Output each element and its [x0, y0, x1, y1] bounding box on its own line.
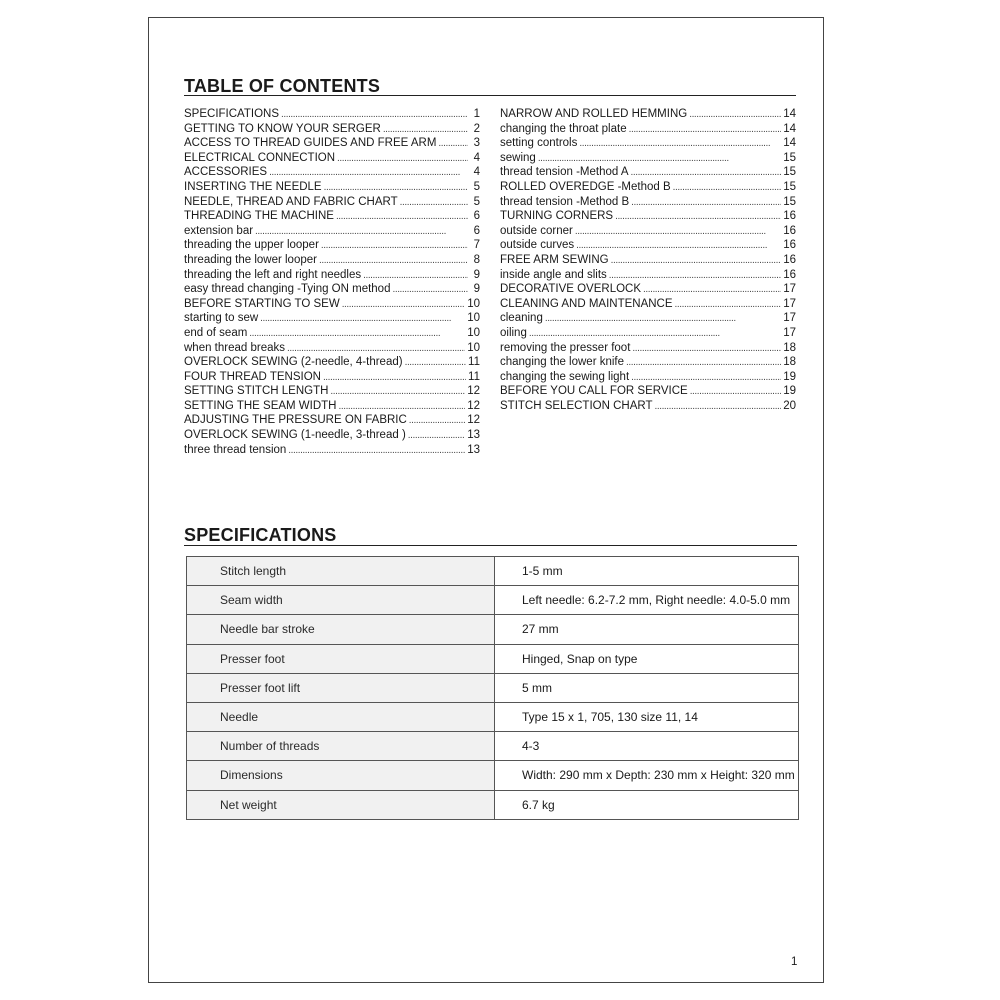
toc-entry — [184, 384, 480, 399]
specifications-heading-rule — [184, 545, 797, 546]
toc-dot-leader — [538, 151, 781, 167]
specifications-table — [186, 556, 799, 820]
toc-entry-page: 3 — [473, 137, 480, 150]
toc-entry-page: 16 — [783, 224, 796, 237]
toc-entry — [500, 122, 796, 137]
toc-entry-page: 12 — [467, 414, 480, 427]
toc-entry-page: 10 — [467, 312, 480, 325]
toc-entry-title: thread tension -Method B — [500, 195, 630, 208]
spec-row — [187, 586, 799, 615]
toc-entry — [184, 224, 480, 239]
toc-entry-page: 11 — [468, 356, 480, 369]
toc-entry — [184, 399, 480, 414]
toc-entry-page: 6 — [473, 210, 480, 223]
toc-dot-leader — [330, 384, 465, 400]
toc-dot-leader — [575, 224, 781, 240]
toc-entry-title: DECORATIVE OVERLOCK — [500, 283, 642, 296]
toc-entry-title: extension bar — [184, 224, 254, 237]
toc-dot-leader — [400, 195, 468, 211]
toc-entry — [184, 326, 480, 341]
toc-entry-page: 10 — [467, 297, 480, 310]
toc-entry-page: 10 — [467, 341, 480, 354]
toc-dot-leader — [438, 136, 468, 152]
toc-entry-page: 2 — [473, 122, 480, 135]
toc-entry-title: sewing — [500, 151, 536, 164]
spec-label: Presser foot — [187, 644, 495, 673]
spec-value: Type 15 x 1, 705, 130 size 11, 14 — [495, 702, 799, 731]
toc-entry-page: 16 — [783, 253, 796, 266]
toc-entry-page: 15 — [783, 166, 796, 179]
toc-entry-page: 17 — [783, 312, 796, 325]
toc-entry — [184, 165, 480, 180]
spec-row — [187, 644, 799, 673]
spec-label: Presser foot lift — [187, 673, 495, 702]
toc-entry-page: 9 — [473, 268, 480, 281]
toc-entry-title: INSERTING THE NEEDLE — [184, 180, 322, 193]
toc-entry-page: 16 — [783, 210, 796, 223]
toc-entry-page: 15 — [783, 151, 796, 164]
toc-entry-title: setting controls — [500, 137, 578, 150]
spec-row — [187, 732, 799, 761]
toc-entry-title: starting to sew — [184, 312, 259, 325]
toc-entry — [500, 341, 796, 356]
toc-entry — [184, 282, 480, 297]
toc-entry-page: 13 — [467, 443, 480, 456]
toc-entry — [184, 341, 480, 356]
toc-dot-leader — [363, 268, 468, 284]
toc-entry — [500, 136, 796, 151]
toc-entry-title: thread tension -Method A — [500, 166, 629, 179]
toc-entry — [500, 326, 796, 341]
toc-dot-leader — [631, 370, 781, 386]
toc-dot-leader — [255, 224, 468, 240]
spec-label: Net weight — [187, 790, 495, 819]
toc-entry-title: easy thread changing -Tying ON method — [184, 283, 391, 296]
toc-entry — [500, 180, 796, 195]
toc-right-column — [500, 107, 796, 413]
toc-entry-title: TURNING CORNERS — [500, 210, 614, 223]
toc-entry — [184, 370, 480, 385]
toc-dot-leader — [260, 311, 465, 327]
toc-dot-leader — [323, 370, 466, 386]
toc-entry — [500, 282, 796, 297]
toc-entry-title: outside corner — [500, 224, 573, 237]
toc-entry — [184, 151, 480, 166]
toc-entry-title: outside curves — [500, 239, 575, 252]
toc-entry-page: 7 — [473, 239, 480, 252]
toc-entry-page: 12 — [467, 385, 480, 398]
spec-label: Seam width — [187, 586, 495, 615]
toc-dot-leader — [409, 413, 465, 429]
toc-entry-title: GETTING TO KNOW YOUR SERGER — [184, 122, 381, 135]
toc-dot-leader — [319, 253, 468, 269]
toc-dot-leader — [579, 136, 781, 152]
toc-entry — [500, 195, 796, 210]
toc-entry — [184, 413, 480, 428]
toc-entry-title: cleaning — [500, 312, 543, 325]
toc-entry-title: CLEANING AND MAINTENANCE — [500, 297, 673, 310]
toc-dot-leader — [690, 384, 782, 400]
toc-entry-page: 20 — [783, 399, 796, 412]
toc-entry-page: 5 — [473, 195, 480, 208]
spec-label: Dimensions — [187, 761, 495, 790]
toc-left-column — [184, 107, 480, 457]
toc-dot-leader — [529, 326, 781, 342]
toc-entry — [184, 443, 480, 458]
toc-entry-title: threading the upper looper — [184, 239, 319, 252]
toc-dot-leader — [342, 297, 466, 313]
toc-entry-title: BEFORE STARTING TO SEW — [184, 297, 340, 310]
toc-entry-page: 12 — [467, 399, 480, 412]
toc-entry-page: 19 — [783, 370, 796, 383]
spec-value: 1-5 mm — [495, 557, 799, 586]
toc-entry-page: 4 — [473, 151, 480, 164]
toc-dot-leader — [383, 122, 468, 138]
toc-entry-title: oiling — [500, 326, 527, 339]
toc-entry-page: 14 — [783, 108, 796, 120]
toc-dot-leader — [339, 399, 466, 415]
toc-entry-page: 6 — [473, 224, 480, 237]
toc-entry-page: 16 — [783, 239, 796, 252]
toc-dot-leader — [249, 326, 465, 342]
toc-dot-leader — [615, 209, 781, 225]
spec-row — [187, 615, 799, 644]
toc-entry-page: 11 — [468, 370, 480, 383]
toc-entry — [500, 165, 796, 180]
toc-entry-page: 5 — [473, 180, 480, 193]
toc-entry — [500, 297, 796, 312]
toc-entry-title: OVERLOCK SEWING (2-needle, 4-thread) — [184, 356, 403, 369]
toc-entry-title: SETTING STITCH LENGTH — [184, 385, 329, 398]
toc-entry-title: FOUR THREAD TENSION — [184, 370, 321, 383]
toc-entry — [184, 122, 480, 137]
toc-entry-page: 14 — [783, 137, 796, 150]
spec-row — [187, 702, 799, 731]
spec-value: Width: 290 mm x Depth: 230 mm x Height: 320 mm — [495, 761, 799, 790]
toc-entry — [184, 428, 480, 443]
toc-entry-page: 19 — [783, 385, 796, 398]
toc-entry-title: when thread breaks — [184, 341, 286, 354]
toc-heading: TABLE OF CONTENTS — [184, 76, 381, 96]
toc-entry — [500, 384, 796, 399]
toc-dot-leader — [609, 268, 781, 284]
toc-dot-leader — [287, 341, 465, 357]
toc-entry-title: end of seam — [184, 326, 248, 339]
toc-dot-leader — [288, 443, 465, 459]
toc-entry-title: SPECIFICATIONS — [184, 108, 279, 120]
toc-dot-leader — [576, 238, 781, 254]
toc-entry — [184, 136, 480, 151]
manual-page — [148, 17, 824, 983]
spec-value: Left needle: 6.2-7.2 mm, Right needle: 4.0-5.0 mm — [495, 586, 799, 615]
spec-value: 4-3 — [495, 732, 799, 761]
toc-dot-leader — [611, 253, 782, 269]
toc-entry — [500, 238, 796, 253]
toc-entry — [500, 224, 796, 239]
toc-entry-title: THREADING THE MACHINE — [184, 210, 334, 223]
toc-entry-page: 9 — [473, 283, 480, 296]
toc-entry-page: 15 — [783, 195, 796, 208]
toc-dot-leader — [631, 195, 781, 211]
toc-dot-leader — [643, 282, 781, 298]
spec-row — [187, 790, 799, 819]
toc-dot-leader — [675, 297, 782, 313]
toc-dot-leader — [405, 355, 466, 371]
spec-label: Stitch length — [187, 557, 495, 586]
toc-entry-page: 1 — [473, 108, 480, 120]
toc-dot-leader — [392, 282, 468, 298]
toc-entry — [500, 268, 796, 283]
spec-row — [187, 673, 799, 702]
toc-dot-leader — [655, 399, 782, 415]
toc-entry-page: 16 — [783, 268, 796, 281]
specifications-heading: SPECIFICATIONS — [184, 525, 337, 545]
toc-entry — [500, 151, 796, 166]
toc-entry-title: changing the throat plate — [500, 122, 627, 135]
spec-row — [187, 761, 799, 790]
spec-row — [187, 557, 799, 586]
toc-entry — [184, 297, 480, 312]
toc-entry — [500, 253, 796, 268]
toc-entry-title: removing the presser foot — [500, 341, 631, 354]
toc-entry-title: threading the left and right needles — [184, 268, 362, 281]
toc-entry-title: SETTING THE SEAM WIDTH — [184, 399, 337, 412]
toc-entry — [500, 370, 796, 385]
toc-entry-page: 18 — [783, 341, 796, 354]
toc-entry-title: ELECTRICAL CONNECTION — [184, 151, 336, 164]
toc-entry-page: 17 — [783, 283, 796, 296]
toc-entry-title: changing the lower knife — [500, 356, 625, 369]
toc-entry-title: ROLLED OVEREDGE -Method B — [500, 180, 671, 193]
toc-entry — [500, 209, 796, 224]
toc-dot-leader — [281, 107, 468, 123]
toc-entry-title: ACCESS TO THREAD GUIDES AND FREE ARM — [184, 137, 437, 150]
toc-entry — [184, 209, 480, 224]
toc-entry — [184, 268, 480, 283]
toc-entry — [184, 253, 480, 268]
toc-entry-page: 17 — [783, 326, 796, 339]
toc-entry-title: NEEDLE, THREAD AND FABRIC CHART — [184, 195, 398, 208]
toc-entry-title: FREE ARM SEWING — [500, 253, 609, 266]
toc-entry — [184, 355, 480, 370]
toc-dot-leader — [626, 355, 781, 371]
toc-entry-title: inside angle and slits — [500, 268, 607, 281]
spec-value: 27 mm — [495, 615, 799, 644]
toc-dot-leader — [324, 180, 468, 196]
toc-entry — [184, 311, 480, 326]
toc-entry-title: three thread tension — [184, 443, 287, 456]
toc-entry-title: BEFORE YOU CALL FOR SERVICE — [500, 385, 688, 398]
toc-entry — [500, 355, 796, 370]
toc-dot-leader — [408, 428, 465, 444]
toc-dot-leader — [632, 341, 781, 357]
toc-dot-leader — [269, 165, 468, 181]
toc-entry-title: changing the sewing light — [500, 370, 630, 383]
toc-entry — [500, 107, 796, 122]
page-number: 1 — [791, 956, 798, 968]
toc-dot-leader — [689, 107, 781, 123]
toc-dot-leader — [631, 165, 782, 181]
toc-entry-title: ACCESSORIES — [184, 166, 268, 179]
spec-label: Needle bar stroke — [187, 615, 495, 644]
toc-heading-rule — [184, 95, 796, 96]
toc-entry — [184, 195, 480, 210]
toc-entry — [184, 107, 480, 122]
spec-value: Hinged, Snap on type — [495, 644, 799, 673]
toc-entry-title: threading the lower looper — [184, 253, 317, 266]
toc-entry — [500, 311, 796, 326]
toc-entry — [184, 180, 480, 195]
toc-dot-leader — [673, 180, 782, 196]
toc-entry — [184, 238, 480, 253]
toc-entry-title: OVERLOCK SEWING (1-needle, 3-thread ) — [184, 429, 406, 442]
toc-entry-page: 13 — [467, 429, 480, 442]
toc-entry-page: 8 — [473, 253, 480, 266]
spec-value: 6.7 kg — [495, 790, 799, 819]
spec-label: Needle — [187, 702, 495, 731]
toc-entry-title: STITCH SELECTION CHART — [500, 399, 653, 412]
toc-entry-page: 17 — [783, 297, 796, 310]
toc-entry-title: NARROW AND ROLLED HEMMING — [500, 108, 688, 120]
toc-entry-page: 15 — [783, 180, 796, 193]
toc-dot-leader — [336, 209, 468, 225]
toc-dot-leader — [321, 238, 468, 254]
toc-entry — [500, 399, 796, 414]
toc-entry-page: 4 — [473, 166, 480, 179]
toc-dot-leader — [545, 311, 781, 327]
toc-entry-page: 14 — [783, 122, 796, 135]
spec-label: Number of threads — [187, 732, 495, 761]
toc-dot-leader — [629, 122, 782, 138]
toc-entry-title: ADJUSTING THE PRESSURE ON FABRIC — [184, 414, 407, 427]
toc-dot-leader — [337, 151, 468, 167]
toc-entry-page: 18 — [783, 356, 796, 369]
toc-entry-page: 10 — [467, 326, 480, 339]
spec-value: 5 mm — [495, 673, 799, 702]
